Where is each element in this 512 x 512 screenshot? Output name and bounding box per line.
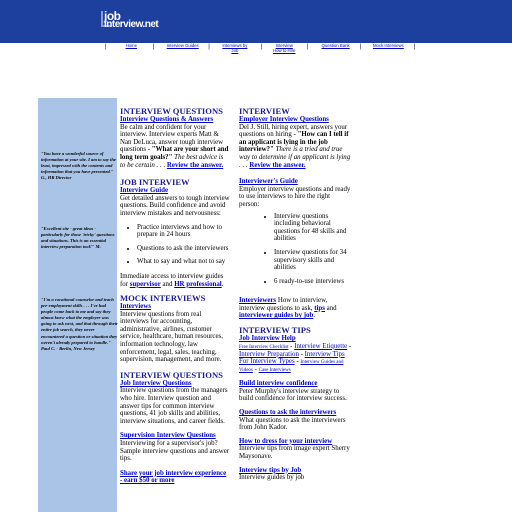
review-answer-link[interactable]: Review the answer.: [249, 161, 306, 169]
list-item: • Interview questions including behavioral questions for 48 skills and abilities: [274, 213, 352, 243]
tips-links: Free Interview Checklist - Interview Etiquette - Interview Preparation - Interview Tips For Interview Types - Interview Guides and Videos - Case Interviews: [239, 342, 352, 374]
bullet-list: [120, 224, 230, 266]
interviewer-guides-by-job-link[interactable]: interviewer guides by job: [239, 312, 314, 320]
site-logo[interactable]: [104, 10, 158, 30]
interview-types-link[interactable]: Interview Tips For Interview Types: [239, 350, 345, 366]
checklist-link[interactable]: Free Interview Checklist: [239, 344, 289, 350]
testimonial-quote: "You have a wonderful source of information at your site. I am to say the least, impressed with the contents and information that you have presented." G., HR Director: [41, 151, 116, 181]
section-text: [120, 124, 230, 170]
section-text: [120, 273, 230, 288]
job-interview-help-link[interactable]: Job Interview Help: [239, 335, 296, 343]
hr-professional-link[interactable]: HR professional: [174, 280, 222, 288]
nav-separator: |: [152, 44, 155, 50]
list-item: • Questions to ask the interviewers: [137, 245, 230, 253]
section-text: Interview guides by job: [239, 474, 305, 482]
section-heading: JOB INTERVIEW: [120, 177, 190, 188]
section-heading: INTERVIEW QUESTIONS: [120, 106, 223, 116]
list-item: • Practice interviews and how to prepare in 24 hours: [137, 224, 230, 239]
testimonial-text: "I'm a vocational counselor and teach pre-employment skills . . . I've had people come back to me and say they almost knew what the employer was going to ask next, and that through their entire job search, they never encountered a question or situation they weren't already prepared to handle.": [41, 297, 118, 345]
content-column-right: [239, 107, 352, 482]
italic-text: There is a tried and true way to determine if an applicant is lying . . .: [239, 146, 351, 169]
nav-separator: |: [359, 44, 362, 50]
body-text: and: [324, 304, 337, 312]
nav-interview-guides[interactable]: Interview Guides: [166, 43, 199, 48]
interviews-link[interactable]: Interviews: [120, 303, 152, 311]
section-text: Interviewing for a supervisor's job? Sample interview questions and answer tips.: [120, 440, 230, 463]
testimonial-author: Paul C. - Berlin, New Jersey: [41, 345, 95, 351]
nav-home[interactable]: Home: [125, 43, 138, 48]
body-text: Immediate access to interview guides for: [120, 272, 224, 288]
nav-separator: |: [105, 44, 107, 50]
supervisor-link[interactable]: supervisor: [129, 280, 161, 288]
nav-how-to-hire[interactable]: Interview How to Hire: [272, 43, 296, 53]
body-text: Be calm and confident for your interview. Interview experts Matt & Nan DeLuca, answer tough interview questions -: [120, 123, 224, 154]
list-item: • What to say and what not to say: [137, 258, 230, 266]
case-interviews-link[interactable]: Case Interviews: [258, 368, 291, 374]
employer-questions-link[interactable]: Employer Interview Questions: [239, 116, 329, 123]
content-column-left: [120, 107, 230, 485]
interview-guide-link[interactable]: Interview Guide: [120, 187, 169, 195]
section-text: [239, 297, 352, 320]
section-heading: INTERVIEW QUESTIONS: [120, 369, 223, 380]
review-answer-link[interactable]: Review the answer.: [166, 161, 224, 169]
body-text: and: [160, 280, 175, 288]
site-header: [0, 0, 512, 43]
questions-to-ask-link[interactable]: Questions to ask the interviewers: [239, 409, 337, 417]
section-text: Get detailed answers to tough interview questions. Build confidence and avoid interview mistakes and nervousness:: [120, 194, 230, 217]
nav-question-bank[interactable]: Question Bank: [321, 43, 350, 48]
top-navigation: [105, 44, 415, 56]
section-text: Interview tips from image expert Sherry Maysonave.: [239, 445, 350, 460]
body-text: .: [221, 280, 224, 288]
testimonial-quote: "Excellent site - great ideas - particularly for those 'tricky' questions and situations. This is an essential interview preparation tool!" M.: [41, 226, 115, 250]
section-text: Interview questions from the managers who hire. Interview question and answer tips for common interview questions, 41 job skills and abilities, interview situations, and career fields.: [120, 387, 228, 425]
testimonial-sidebar: [38, 98, 117, 512]
supervision-questions-link[interactable]: Supervision Interview Questions: [120, 432, 216, 440]
logo-mark-icon: [101, 11, 111, 27]
job-interview-questions-link[interactable]: Job Interview Questions: [120, 379, 192, 387]
italic-text: The best advice is to be certain . . .: [120, 153, 224, 169]
preparation-link[interactable]: Interview Preparation: [239, 350, 299, 358]
section-text: Peter Murphy's interview strategy to build confidence for interview success.: [239, 387, 347, 403]
how-to-dress-link[interactable]: How to dress for your interview: [239, 437, 333, 445]
nav-separator: |: [260, 44, 263, 50]
section-heading: INTERVIEW: [239, 106, 290, 116]
nav-separator: |: [413, 44, 415, 50]
nav-separator: |: [306, 44, 309, 50]
section-text: What questions to ask the interviewers from John Kador.: [239, 416, 346, 432]
section-heading: MOCK INTERVIEWS: [120, 293, 206, 304]
tips-link[interactable]: tips: [314, 304, 325, 312]
guides-videos-link[interactable]: Interview Guides and Videos: [239, 360, 344, 374]
section-text: Employer interview questions and ready to use interviews to hire the right person:: [239, 185, 351, 208]
nav-interviews-by-job[interactable]: Interviews by Job: [222, 43, 248, 53]
interviewers-guide-link[interactable]: Interviewer's Guide: [239, 178, 298, 186]
nav-separator: |: [208, 44, 210, 50]
body-text: Del J. Still, hiring expert, answers your questions on hiring -: [239, 123, 348, 139]
section-heading: INTERVIEW TIPS: [239, 325, 311, 336]
share-experience-link[interactable]: Share your job interview experience - earn $50 or more: [120, 469, 227, 485]
interviewers-link[interactable]: Interviewers: [239, 297, 277, 305]
testimonial-quote: [41, 297, 118, 352]
bullet-list: [239, 213, 352, 286]
body-text: How to interview, interview questions to ask,: [239, 297, 328, 312]
list-item: • 6 ready-to-use interviews: [274, 278, 352, 286]
interview-qa-link[interactable]: Interview Questions & Answers: [120, 116, 214, 123]
body-text: .: [313, 312, 316, 320]
etiquette-link[interactable]: Interview Etiquette: [294, 342, 348, 350]
list-item: • Interview questions for 34 supervisory skills and abilities: [274, 249, 352, 272]
build-confidence-link[interactable]: Build interview confidence: [239, 380, 318, 388]
section-text: Interview questions from real interviews for accounting, administrative, airlines, customer service, healthcare, human resources, information technology, law enforcement, legal, sales, teaching, supervision, management, and more.: [120, 310, 223, 364]
nav-mock-interviews[interactable]: Mock Interviews: [372, 43, 404, 48]
logo-line-1: job: [104, 9, 121, 23]
section-text: [239, 124, 352, 170]
logo-line-2: interview.net: [104, 19, 159, 30]
bold-question: "How can I tell if an applicant is lying in the job interview?": [239, 131, 349, 154]
bold-question: "What are your short and long term goals?": [120, 146, 229, 161]
tips-by-job-link[interactable]: Interview tips by Job: [239, 466, 302, 474]
